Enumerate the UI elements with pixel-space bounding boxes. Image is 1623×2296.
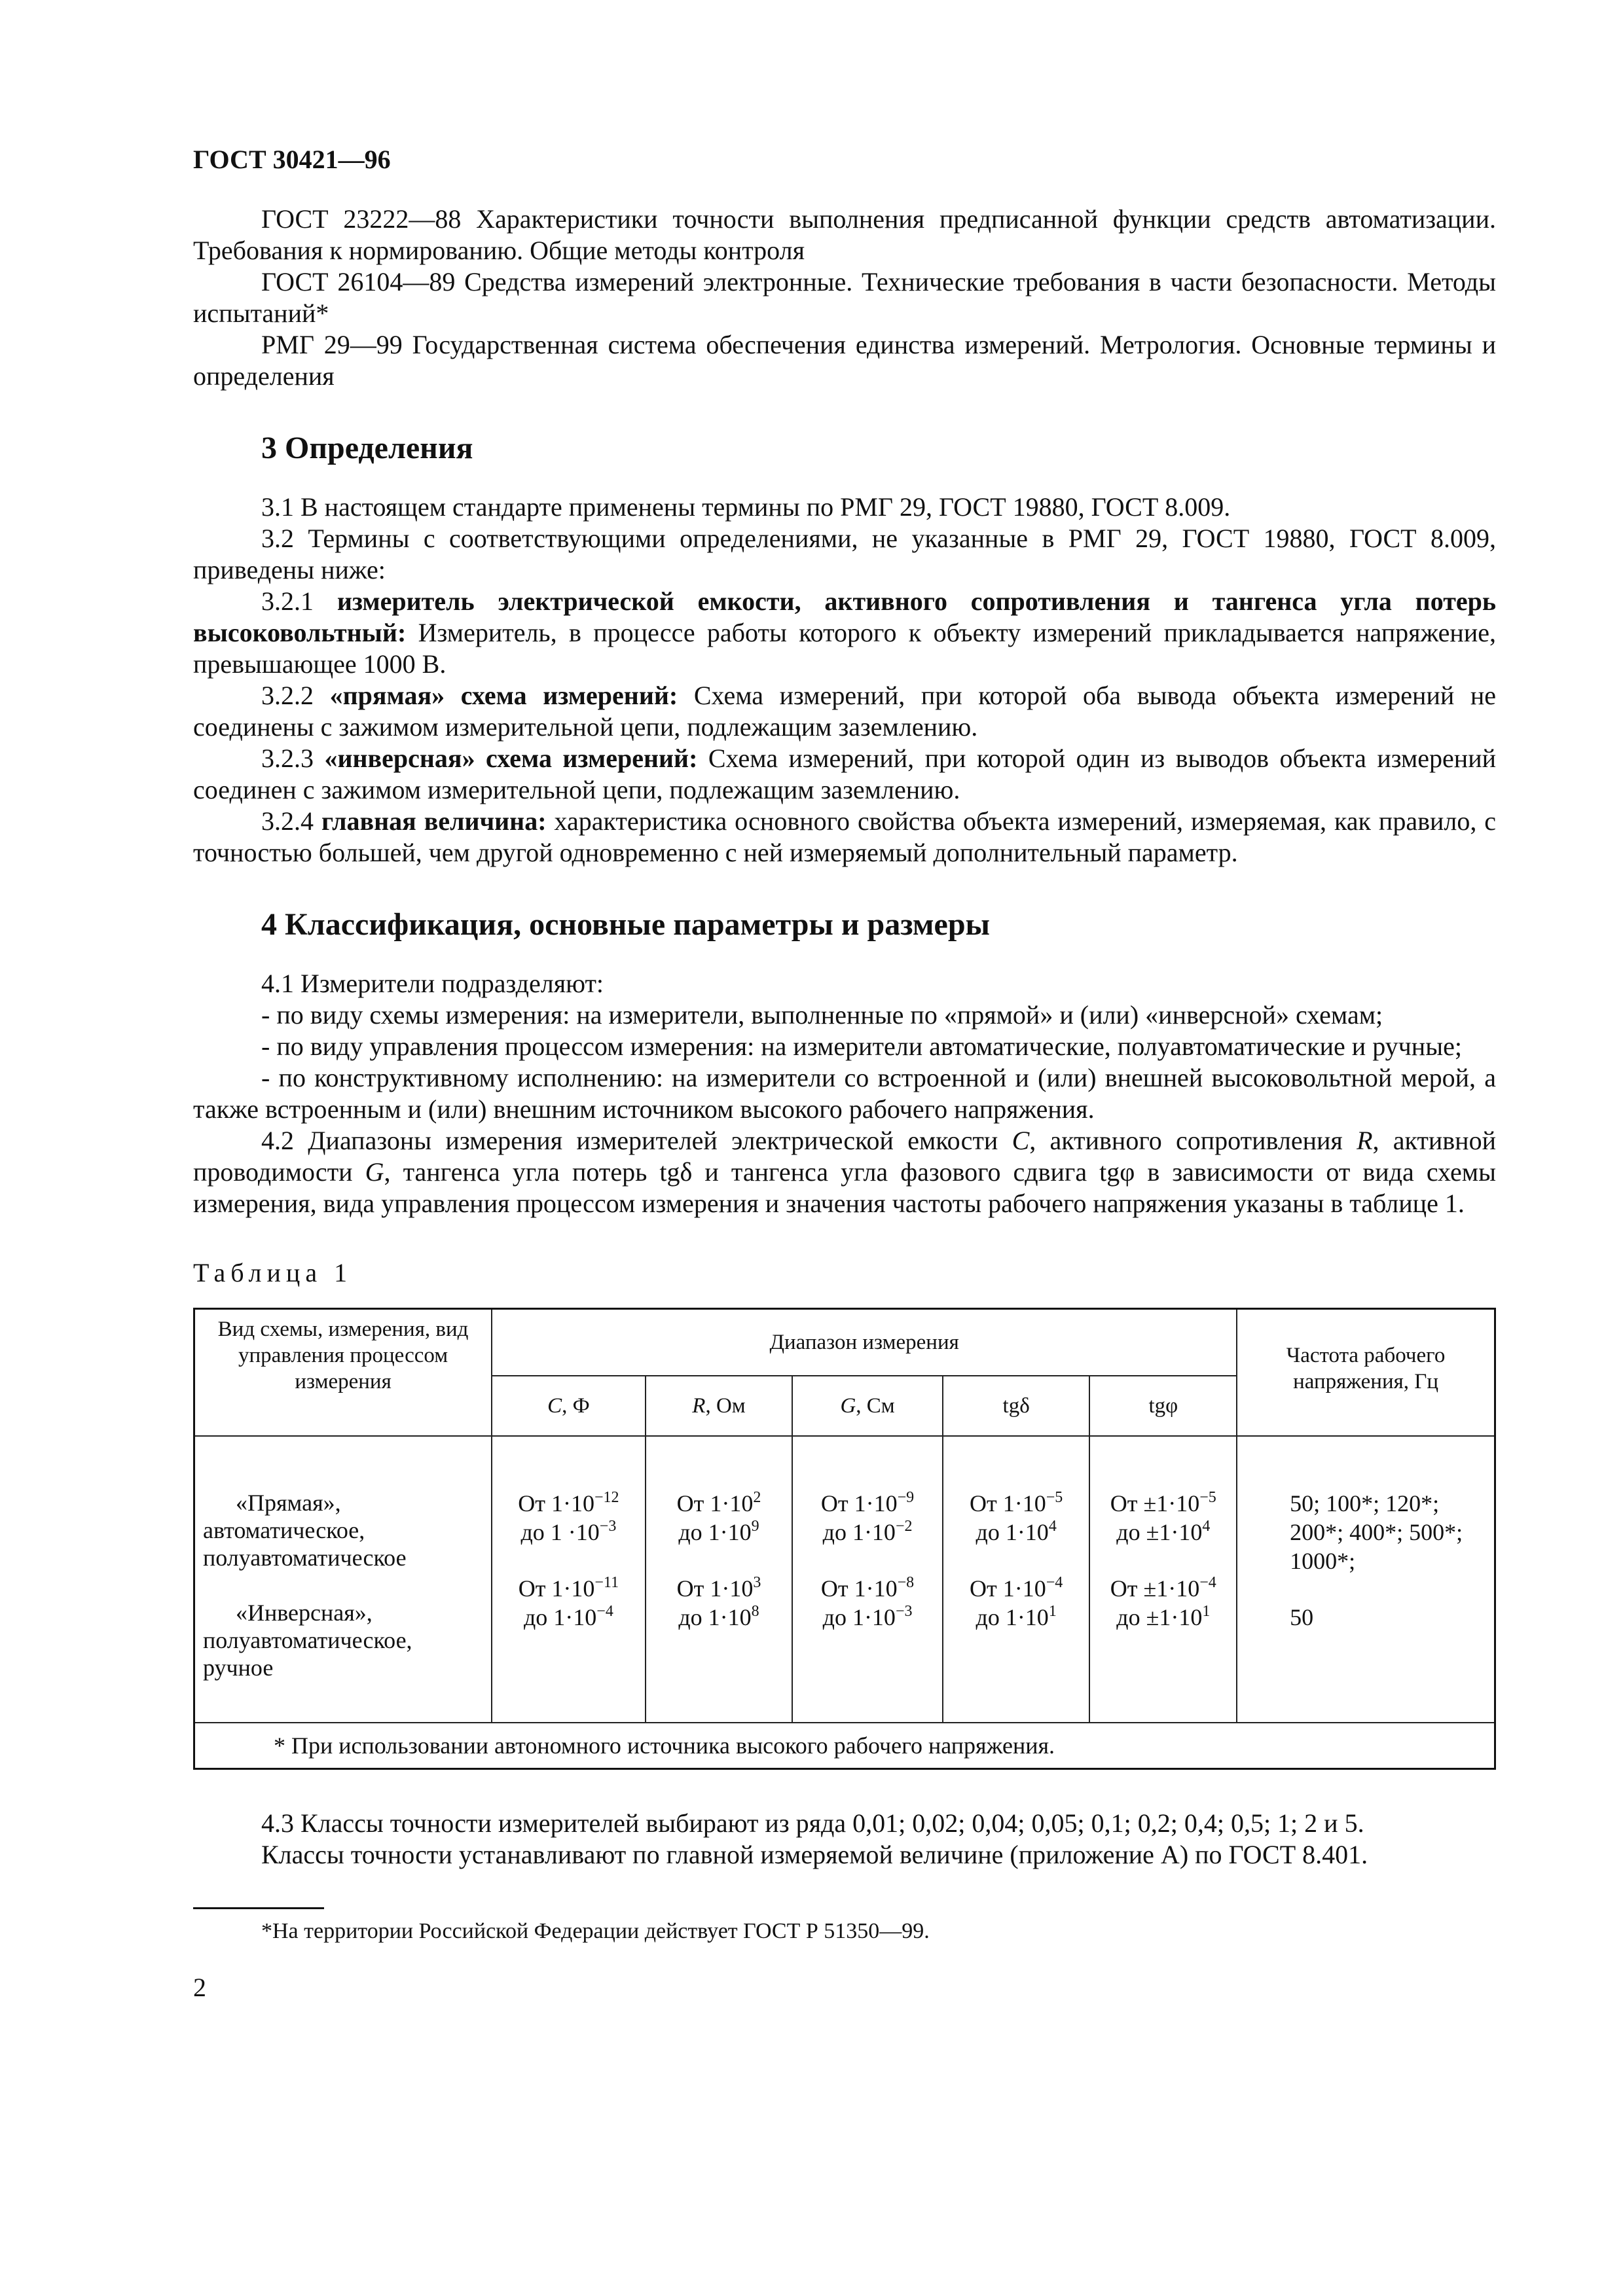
document-header: ГОСТ 30421—96 [193,145,391,174]
range-c: От $1\cdot 10^{-12}$ до $1 \cdot 10^{-3}$ От $1\cdot 10^{-11}$ до $1\cdot 10^{-4}$ [492,1436,646,1723]
col-header-tg-phi: tgφ [1089,1376,1237,1436]
table-note: * При использовании автономного источника высокого рабочего напряжения. [194,1723,1495,1769]
definition-3-2-4: 3.2.4 главная величина: характеристика основного свойства объекта измерений, измеряемая, как правило, с точностью большей, чем другой одновременно с ней измеряемый дополнительный параметр. [193,806,1497,867]
section-3-title: 3 Определения [261,431,473,465]
ref-gost-23222: ГОСТ 23222—88 Характеристики точности выполнения предписанной функции средств автоматизации. Требования к нормированию. Общие методы контроля [193,204,1496,265]
footnote: *На территории Российской Федерации действует ГОСТ Р 51350—99. [261,1919,930,1943]
page-number: 2 [193,1973,206,2002]
col-header-c: C, Ф [492,1376,646,1436]
ref-gost-26104: ГОСТ 26104—89 Средства измерений электронные. Технические требования в части безопасности. Методы испытаний* [193,267,1496,328]
para-4-3: 4.3 Классы точности измерителей выбирают из ряда 0,01; 0,02; 0,04; 0,05; 0,1; 0,2; 0,4; 0,5; 1; 2 и 5. [261,1808,1364,1838]
row-labels: «Прямая», автоматическое, полуавтоматическое «Инверсная», полуавтоматическое, ручное [194,1436,492,1723]
document-page [193,144,1496,2003]
definition-term: измеритель электрической емкости, активного сопротивления и тангенса угла потерь высоковольтный: [193,586,1497,647]
table-caption: Таблица 1 [193,1258,353,1287]
list-item: - по виду схемы измерения: на измерители, выполненные по «прямой» и (или) «инверсной» схемам; [261,1000,1383,1030]
table-row [194,1436,1495,1723]
range-g: От $1\cdot 10^{-9}$ до $1\cdot 10^{-2}$ От $1\cdot 10^{-8}$ до $1\cdot 10^{-3}$ [792,1436,943,1723]
col-header-tg-delta: tgδ [943,1376,1090,1436]
col-header-range: Диапазон измерения [492,1309,1237,1376]
range-r: От $1\cdot 10^2$ до $1\cdot 10^9$ От $1\cdot 10^3$ до $1\cdot 10^8$ [646,1436,793,1723]
definition-3-2-3: 3.2.3 «инверсная» схема измерений: Схема измерений, при которой один из выводов объекта измерений соединен с зажимом измерительной цепи, подлежащим заземлению. [193,744,1497,804]
col-header-g: G, См [792,1376,943,1436]
col-header-r: R, Ом [646,1376,793,1436]
range-tg-delta: От $1\cdot 10^{-5}$ до $1\cdot 10^4$ От $1\cdot 10^{-4}$ до $1\cdot 10^1$ [943,1436,1090,1723]
definition-term: «инверсная» схема измерений: [324,744,698,773]
section-4-title: 4 Классификация, основные параметры и размеры [261,907,991,942]
para-4-2: 4.2 Диапазоны измерения измерителей электрической емкости C, активного сопротивления R, активной проводимости G, тангенса угла потерь tgδ и тангенса угла фазового сдвига tgφ в зависимости от вида схемы измерения, вида управления процессом измерения и значения частоты рабочего напряжения указаны в таблице 1. [193,1126,1496,1218]
definition-term: главная величина: [321,806,547,836]
para-4-3-classes: Классы точности устанавливают по главной измеряемой величине (приложение А) по ГОСТ 8.401. [261,1840,1368,1869]
definition-term: «прямая» схема измерений: [329,681,678,710]
footnote-divider [193,1907,324,1909]
ref-rmg-29: РМГ 29—99 Государственная система обеспечения единства измерений. Метрология. Основные термины и определения [193,330,1496,391]
range-tg-phi: От $\pm 1\cdot 10^{-5}$ до $\pm 1\cdot 10^4$ От $\pm 1\cdot 10^{-4}$ до $\pm 1\cdot 10^1$ [1089,1436,1237,1723]
col-header-scheme: Вид схемы, измерения, вид управления процессом измерения [194,1309,492,1437]
para-4-1: 4.1 Измерители подразделяют: [261,969,604,998]
frequency-values: 50; 100*; 120*; 200*; 400*; 500*; 1000*; 50 [1237,1436,1495,1723]
para-3-1: 3.1 В настоящем стандарте применены термины по РМГ 29, ГОСТ 19880, ГОСТ 8.009. [261,492,1231,522]
definition-3-2-2: 3.2.2 «прямая» схема измерений: Схема измерений, при которой оба вывода объекта измерений не соединены с зажимом измерительной цепи, подлежащим заземлению. [193,681,1497,742]
para-3-2: 3.2 Термины с соответствующими определениями, не указанные в РМГ 29, ГОСТ 19880, ГОСТ 8.009, приведены ниже: [193,524,1496,584]
col-header-frequency: Частота рабочего напряжения, Гц [1237,1309,1495,1437]
measurement-ranges-table [193,1308,1496,1770]
list-item: - по виду управления процессом измерения: на измерители автоматические, полуавтоматические и ручные; [261,1031,1462,1061]
list-item: - по конструктивному исполнению: на измерители со встроенной и (или) внешней высоковольтной мерой, а также встроенным и (или) внешним источником высокого рабочего напряжения. [193,1063,1496,1124]
definition-3-2-1: 3.2.1 измеритель электрической емкости, активного сопротивления и тангенса угла потерь высоковольтный: Измеритель, в процессе работы которого к объекту измерений прикладывается напряжение, превышающее 1000 В. [193,586,1497,679]
